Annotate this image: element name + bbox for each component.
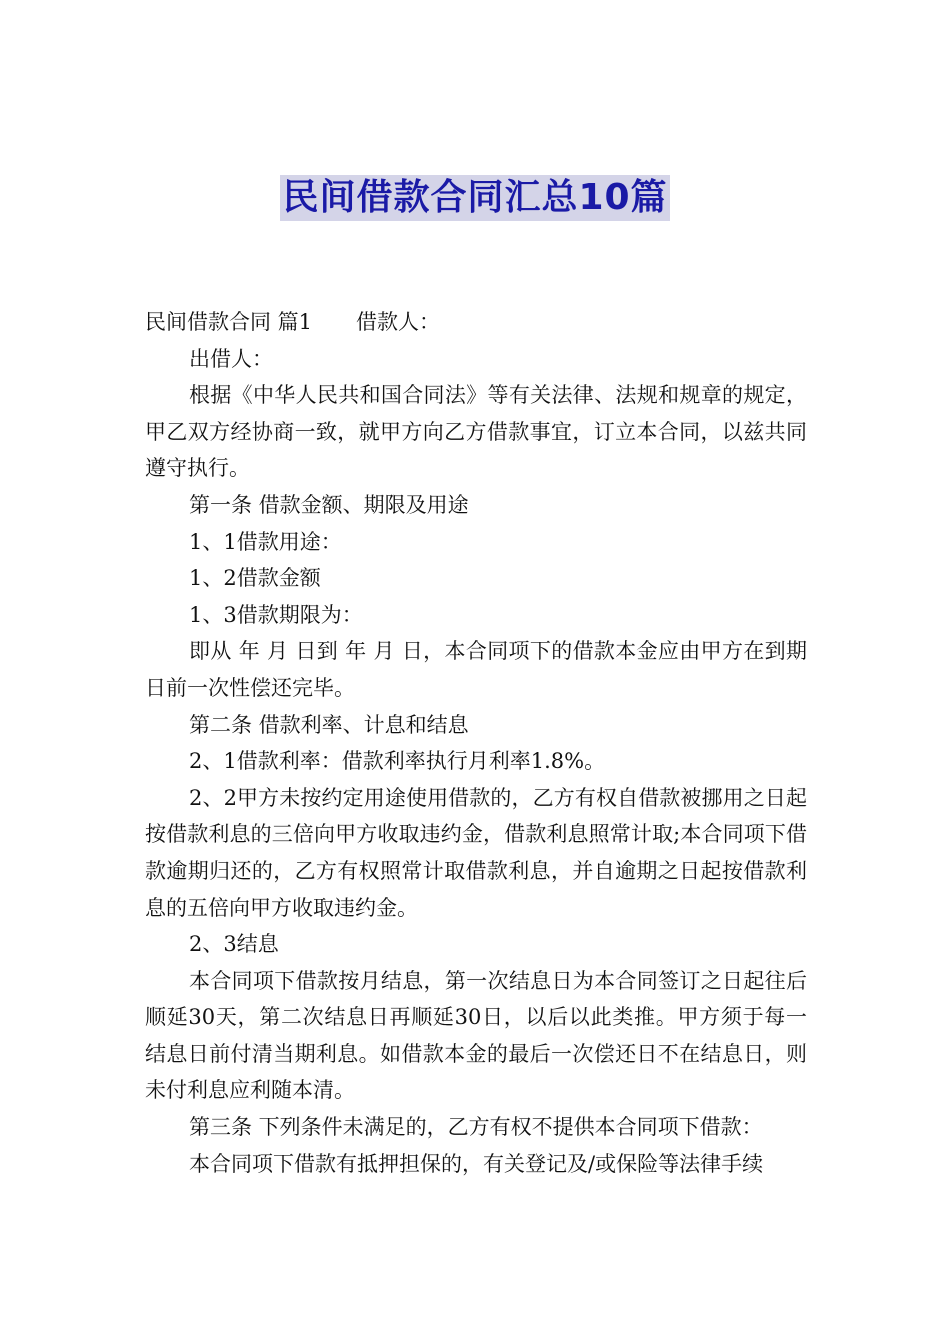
first-line <box>145 304 807 341</box>
title-container <box>0 175 950 221</box>
borrower-label: 借款人： <box>356 310 441 334</box>
paragraph: 第一条 借款金额、期限及用途 <box>189 492 469 517</box>
paragraph: 出借人： <box>189 346 273 371</box>
document-title: 民间借款合同汇总10篇 <box>280 175 669 221</box>
paragraph: 2、2甲方未按约定用途使用借款的，乙方有权自借款被挪用之日起按借款利息的三倍向甲方收取违约金，借款利息照常计取;本合同项下借款逾期归还的，乙方有权照常计取借款利息，并自逾期之日起按借款利息的五倍向甲方收取违约金。 <box>145 785 807 920</box>
paragraph: 1、3借款期限为： <box>189 602 363 627</box>
paragraph: 根据《中华人民共和国合同法》等有关法律、法规和规章的规定，甲乙双方经协商一致，就甲方向乙方借款事宜，订立本合同，以兹共同遵守执行。 <box>145 383 807 481</box>
paragraph: 1、1借款用途： <box>189 529 342 554</box>
paragraph: 2、1借款利率：借款利率执行月利率1.8%。 <box>189 749 606 774</box>
paragraph: 2、3结息 <box>189 932 279 957</box>
document-body <box>145 304 807 1182</box>
paragraph: 本合同项下借款有抵押担保的，有关登记及/或保险等法律手续 <box>189 1151 764 1176</box>
paragraph: 第三条 下列条件未满足的，乙方有权不提供本合同项下借款： <box>189 1115 763 1140</box>
paragraph: 第二条 借款利率、计息和结息 <box>189 712 469 737</box>
paragraph: 即从 年 月 日到 年 月 日，本合同项下的借款本金应由甲方在到期日前一次性偿还完毕。 <box>145 639 807 700</box>
section-heading: 民间借款合同 篇1 <box>145 310 313 334</box>
paragraph: 1、2借款金额 <box>189 566 321 591</box>
paragraph: 本合同项下借款按月结息，第一次结息日为本合同签订之日起往后顺延30天，第二次结息日再顺延30日，以后以此类推。甲方须于每一结息日前付清当期利息。如借款本金的最后一次偿还日不在结息日，则未付利息应利随本清。 <box>145 968 807 1103</box>
